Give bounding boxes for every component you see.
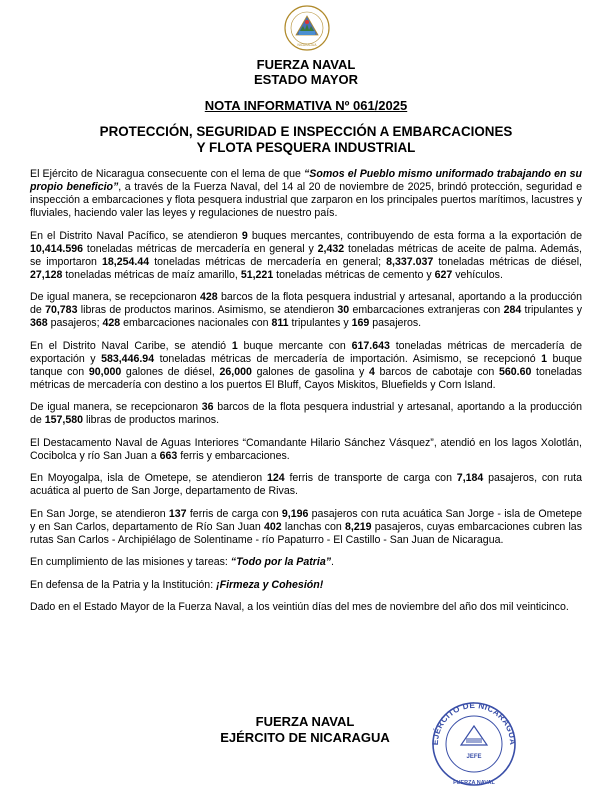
paragraph-mision: En cumplimiento de las misiones y tareas: “Todo por la Patria”. [30, 556, 334, 568]
paragraph-defensa: En defensa de la Patria y la Institución: ¡Firmeza y Cohesión! [30, 578, 324, 591]
header-org: FUERZA NAVAL [256, 57, 356, 72]
paragraph-san-jorge: En San Jorge, se atendieron 137 ferris de carga con 9,196 pasajeros con ruta acuática San Jorge - isla de Ometepe y en San Carlos, departamento de Río San Juan 402 lanchas con 8,219 pasajeros, cuyas embarcaciones cubren las rutas San Carlos - Archipiélago de Solentiname - río Papaturro - El Castillo - San Juan de Nicaragua. [30, 507, 583, 546]
paragraph-moyogalpa: En Moyogalpa, isla de Ometepe, se atendieron 124 ferris de transporte de carga con 7,184 pasajeros, con ruta acuática al puerto de San Jorge, departamento de Rivas. [30, 472, 582, 497]
signature-line-1: FUERZA NAVAL [255, 714, 355, 729]
paragraph-caribe-pesca: De igual manera, se recepcionaron 36 barcos de la flota pesquera industrial y artesanal, aportando a la producción de 157,580 libras de productos marinos. [30, 401, 582, 426]
stamp-center-text: JEFE [466, 754, 482, 760]
coat-of-arms-seal-icon [283, 4, 331, 52]
paragraph-pacifico: En el Distrito Naval Pacífico, se atendieron 9 buques mercantes, contribuyendo de esta forma a la exportación de 10,414.596 toneladas métricas de mercadería en general y 2,432 toneladas métricas de aceite de palma. Además, se importaron 18,254.44 toneladas métricas de mercadería en general; 8,337.037 toneladas métricas de diésel, 27,128 toneladas métricas de maíz amarillo, 51,221 toneladas métricas de cemento y 627 vehículos. [30, 229, 583, 281]
paragraph-aguas-interiores: El Destacamento Naval de Aguas Interiores “Comandante Hilario Sánchez Vásquez”, atendió en los lagos Xolotlán, Cocibolca y río San Juan a 663 ferris y embarcaciones. [30, 436, 582, 462]
paragraph-pacifico-pesca: De igual manera, se recepcionaron 428 barcos de la flota pesquera industrial y artesanal, aportando a la producción de 70,783 libras de productos marinos. Asimismo, se atendieron 30 embarcaciones extranjeras con 284 tripulantes y 368 pasajeros; 428 embarcaciones nacionales con 811 tripulantes y 169 pasajeros. [30, 291, 582, 329]
title-line-2: Y FLOTA PESQUERA INDUSTRIAL [196, 140, 416, 155]
official-stamp-icon [424, 700, 524, 788]
document-title [0, 124, 612, 156]
paragraph-caribe: En el Distrito Naval Caribe, se atendió 1 buque mercante con 617.643 toneladas métricas de mercadería de exportación y 583,446.94 toneladas métricas de mercadería de importación. Asimismo, se recepcionó 1 buque tanque con 90,000 galones de diésel, 26,000 galones de gasolina y 4 barcos de cabotaje con 560.60 toneladas métricas de mercadería con destino a los puertos El Bluff, Cayos Miskitos, Bluefields y Corn Island. [30, 339, 582, 391]
stamp-ring-text: EJÉRCITO DE NICARAGUA [430, 700, 518, 746]
nota-informativa-title: NOTA INFORMATIVA Nº 061/2025 [204, 98, 408, 113]
svg-text:NICARAGUA: NICARAGUA [297, 43, 317, 47]
title-line-1: PROTECCIÓN, SEGURIDAD E INSPECCIÓN A EMBARCACIONES [99, 124, 513, 139]
paragraph-intro: El Ejército de Nicaragua consecuente con el lema de que “Somos el Pueblo mismo uniformado trabajando en su propio beneficio”, a través de la Fuerza Naval, del 14 al 20 de noviembre de 2025, brindó protección, seguridad e inspección a embarcaciones y flota pesquera industrial que zarparon en los principales puertos marítimos, lacustres y fluviales, haciendo valer las leyes y regulaciones de nuestro país. [30, 168, 582, 219]
paragraph-dado: Dado en el Estado Mayor de la Fuerza Naval, a los veintiún días del mes de noviembre del año dos mil veinticinco. [30, 601, 569, 613]
signature-line-2: EJÉRCITO DE NICARAGUA [220, 730, 390, 745]
document-body [30, 168, 582, 624]
header-dept: ESTADO MAYOR [253, 72, 358, 87]
stamp-bottom-text: FUERZA NAVAL [453, 780, 495, 786]
